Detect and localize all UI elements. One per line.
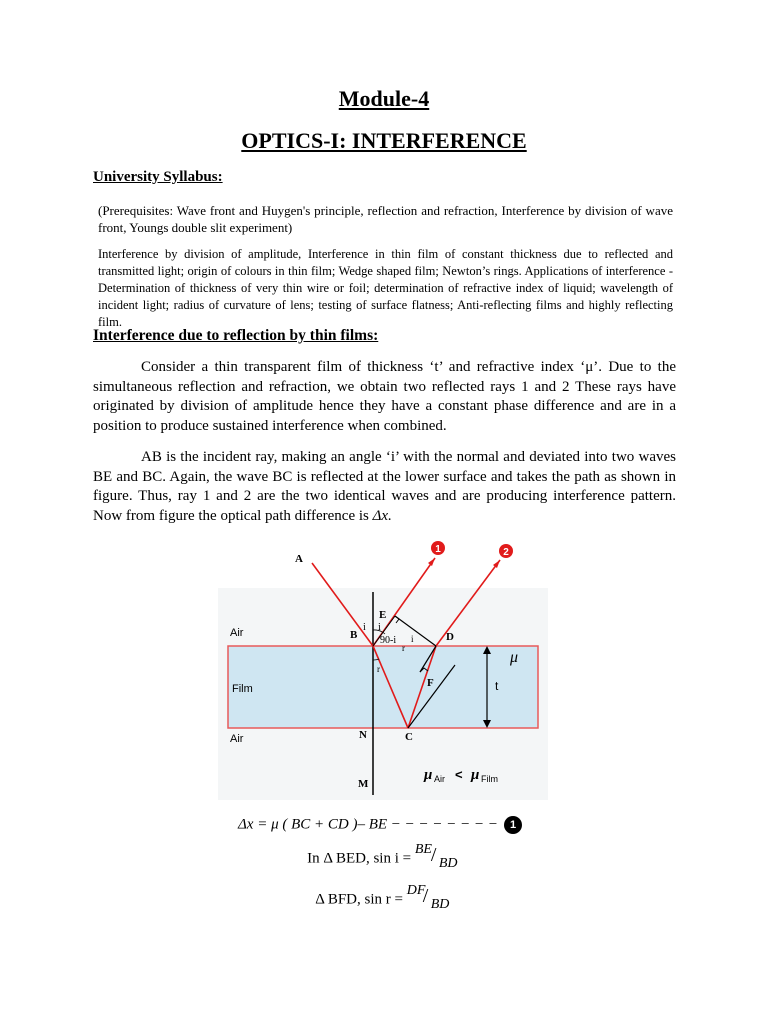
angle-i-label: i [363,622,366,633]
ray-2-number: 2 [503,547,509,558]
equation-1-text: Δx = μ ( BC + CD )– BE − − − − − − − − [238,816,499,833]
air-top-label: Air [230,627,244,639]
equation-2-numerator: BE [414,842,432,857]
equation-3-prefix: Δ BFD, sin r = [315,891,407,908]
label-b: B [350,629,358,641]
ray-1-arrowhead [428,558,435,566]
film-label: Film [232,683,253,695]
thickness-label: t [495,679,499,693]
prerequisites-text: (Prerequisites: Wave front and Huygen's principle, reflection and refraction, Interference by division of wave front, Youngs double slit experiment) [98,203,673,235]
paragraph-1: Consider a thin transparent film of thickness ‘t’ and refractive index ‘μ’. Due to the simultaneous reflection and refraction, we obtain two reflected rays 1 and 2 These rays have originated by division of amplitude hence they have a constant phase difference and are in a position to produce sustained interference when combined. [93,359,676,434]
equation-2-prefix: In Δ BED, sin i = [307,850,415,867]
angle-r-label: r [402,643,405,653]
less-than-sign: < [455,767,463,782]
angle-90-label: 90-i [380,635,397,646]
ray-1-number: 1 [435,544,441,555]
label-d: D [446,631,454,643]
label-e: E [379,609,387,621]
equation-3-denominator: BD [430,897,450,912]
equation-3-fraction: DF / BD [406,883,450,912]
delta-x-symbol: Δx. [372,507,392,524]
film-layer [228,646,538,728]
label-m: M [358,778,369,790]
equation-2 [0,842,768,871]
equation-2-denominator: BD [438,856,458,871]
mu-film-subscript: Film [481,774,498,784]
syllabus-heading: University Syllabus: [93,169,223,185]
label-c: C [405,731,413,743]
mu-label: μ [510,649,519,666]
equation-2-fraction: BE / BD [414,842,458,871]
page-title: OPTICS-I: INTERFERENCE [241,128,527,153]
mu-film-symbol: μ [471,767,480,783]
equation-1-badge: 1 [504,816,522,834]
mu-air-symbol: μ [424,767,433,783]
air-bottom-label: Air [230,733,244,745]
angle-r-label-2: r [377,664,380,674]
paragraph-2-text: AB is the incident ray, making an angle ‘i’ with the normal and deviated into two waves BE and BC. Again, the wave BC is reflected at the lower surface and takes the path as shown in figure. Thus, ray 1 and 2 are the two identical waves and are producing interference pattern. Now from figure the optical path difference is [93,449,676,524]
label-f: F [427,677,434,689]
syllabus-content: Interference by division of amplitude, Interference in thin film of constant thickness due to reflected and transmitted light; origin of colours in thin film; Wedge shaped film; Newton’s rings. Applications of interference - Determination of thickness of very thin wire or foil; determination of refractive index of liquid; wavelength of incident light; radius of curvature of lens; testing of surface flatness; Anti-reflecting films and highly reflecting film. [98,247,673,329]
label-n: N [359,729,367,741]
module-heading: Module-4 [338,86,430,111]
equation-3 [0,883,768,912]
angle-i-label-2: i [378,622,381,633]
equation-3-numerator: DF [406,883,426,898]
angle-i-label-3: i [411,634,414,644]
label-a: A [295,553,303,565]
section-heading: Interference due to reflection by thin films: [93,327,379,344]
mu-air-subscript: Air [434,774,445,784]
equation-1 [238,816,522,834]
